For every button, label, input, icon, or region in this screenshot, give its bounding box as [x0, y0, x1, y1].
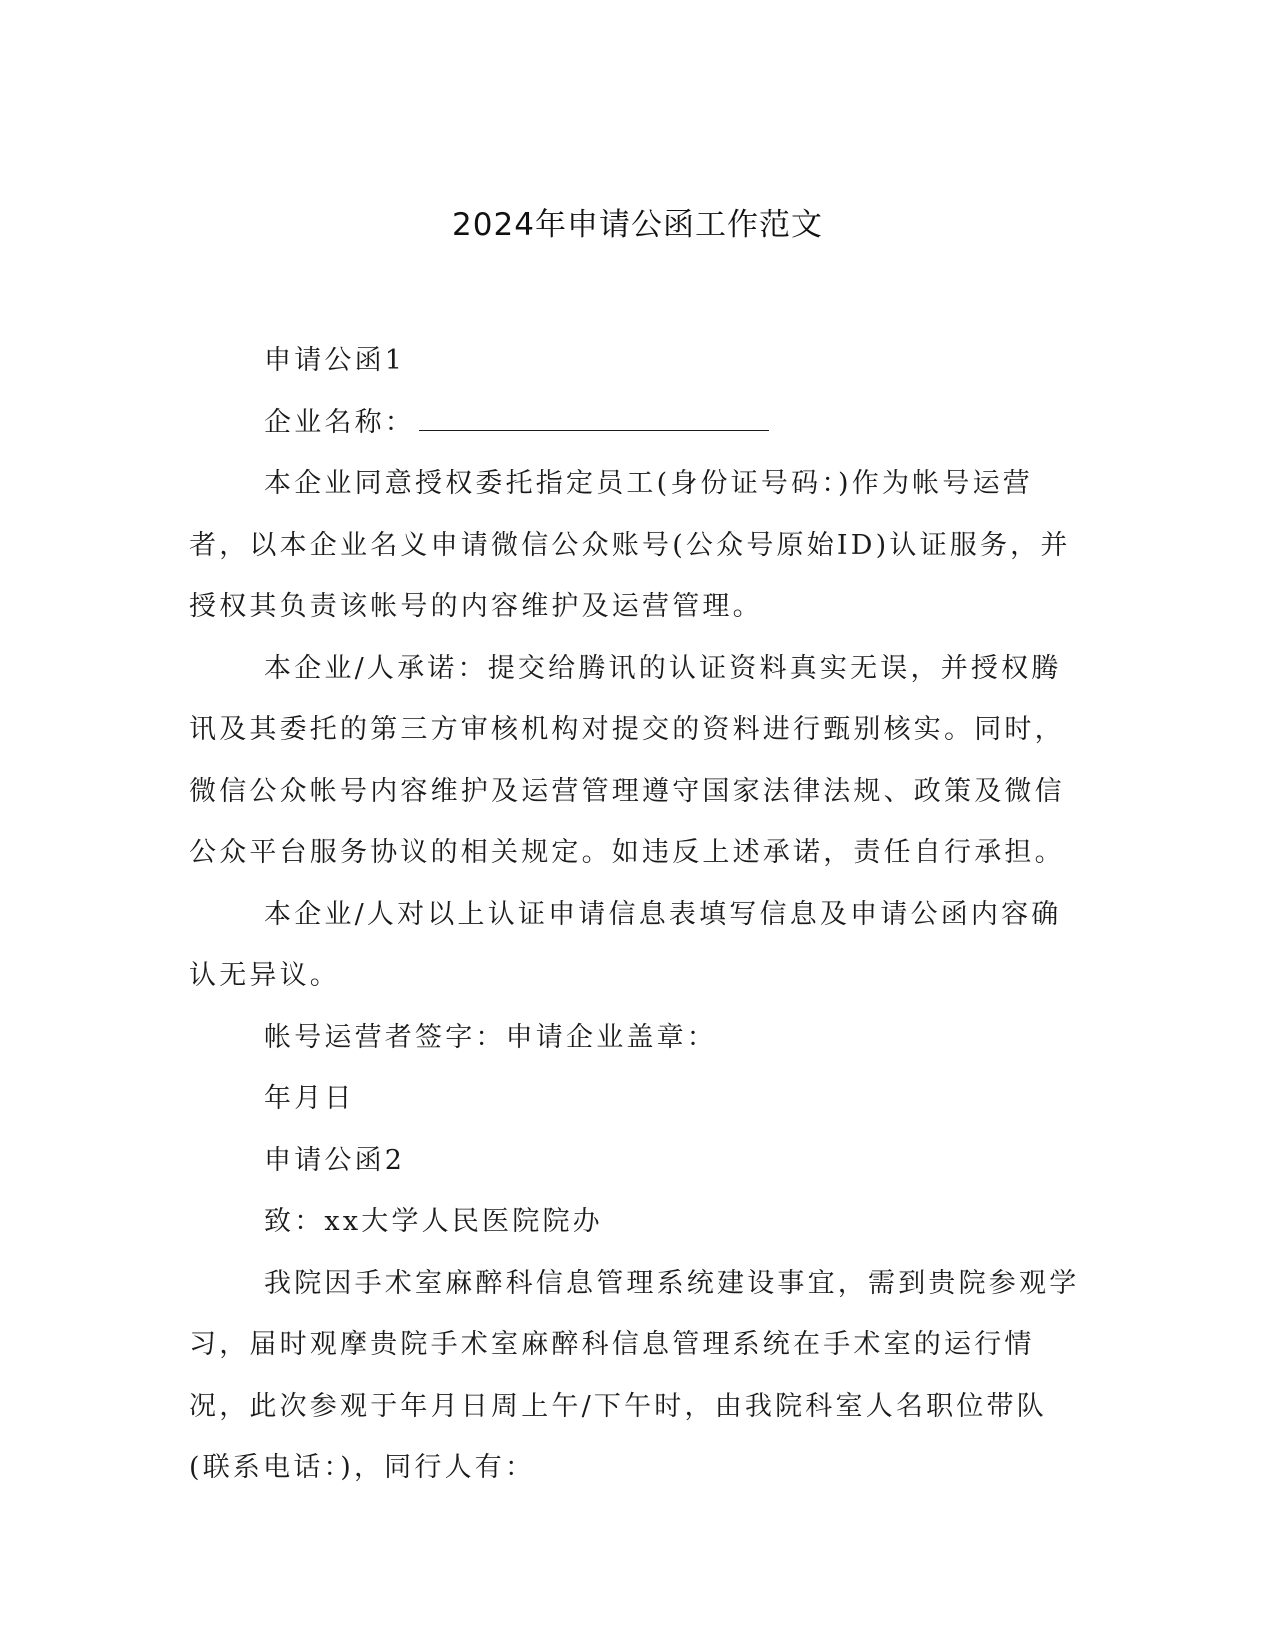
- letter1-paragraph-authorization: 本企业同意授权委托指定员工(身份证号码：)作为帐号运营者，以本企业名义申请微信公众账号(公众号原始ID)认证服务，并授权其负责该帐号的内容维护及运营管理。: [189, 468, 1071, 622]
- letter2-recipient: 致：xx大学人民医院院办: [264, 1206, 603, 1237]
- document-body: [189, 330, 1084, 1499]
- letter2-heading: 申请公函2: [264, 1144, 406, 1176]
- letter1-signature-line: 帐号运营者签字：申请企业盖章：: [264, 1021, 717, 1053]
- letter2-paragraph-visit: 我院因手术室麻醉科信息管理系统建设事宜，需到贵院参观学习，届时观摩贵院手术室麻醉科信息管理系统在手术室的运行情况，此次参观于年月日周上午/下午时，由我院科室人名职位带队(联系电话：)，同行人有：: [189, 1267, 1080, 1483]
- document-title: 2024年申请公函工作范文: [452, 207, 823, 243]
- letter1-paragraph-commitment: 本企业/人承诺：提交给腾讯的认证资料真实无误，并授权腾讯及其委托的第三方审核机构对提交的资料进行甄别核实。同时，微信公众帐号内容维护及运营管理遵守国家法律法规、政策及微信公众平台服务协议的相关规定。如违反上述承诺，责任自行承担。: [189, 652, 1065, 868]
- letter1-heading: 申请公函1: [264, 345, 406, 376]
- letter1-date-line: 年月日: [264, 1083, 355, 1114]
- company-name-line: [189, 392, 1084, 454]
- company-name-blank: [419, 404, 769, 431]
- company-name-label: 企业名称：: [264, 406, 415, 438]
- letter1-paragraph-confirmation: 本企业/人对以上认证申请信息表填写信息及申请公函内容确认无异议。: [189, 898, 1062, 991]
